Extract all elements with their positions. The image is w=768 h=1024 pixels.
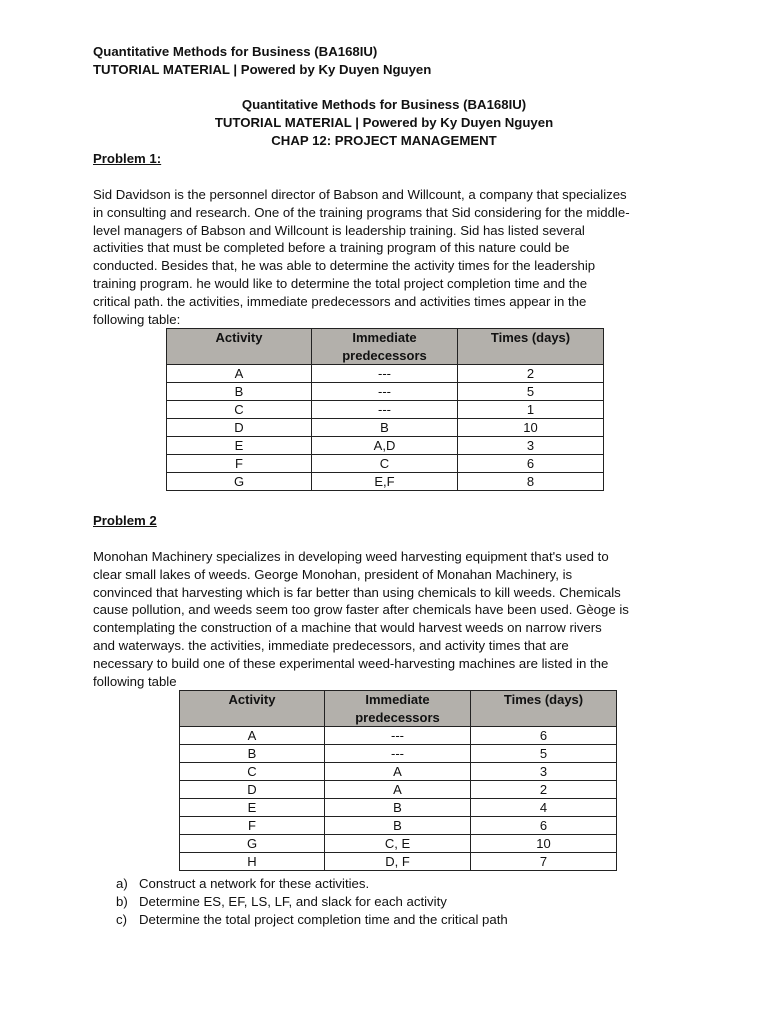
table-row bbox=[180, 853, 617, 871]
cell-time: 1 bbox=[458, 401, 604, 419]
question-label: c) bbox=[116, 912, 127, 927]
table-header-row bbox=[167, 329, 604, 365]
paragraph-line: necessary to build one of these experimental weed-harvesting machines are listed in the bbox=[93, 655, 609, 671]
cell-predecessors: A bbox=[325, 763, 471, 781]
cell-predecessors: B bbox=[312, 419, 458, 437]
table-row bbox=[167, 437, 604, 455]
problem2-table bbox=[179, 690, 617, 871]
table-row bbox=[167, 365, 604, 383]
paragraph-line: critical path. the activities, immediate predecessors and activities times appear in the bbox=[93, 293, 587, 309]
cell-activity: F bbox=[180, 817, 325, 835]
table-row bbox=[180, 745, 617, 763]
list-item bbox=[93, 911, 508, 929]
cell-time: 6 bbox=[471, 727, 617, 745]
list-item bbox=[93, 875, 508, 893]
question-label: b) bbox=[116, 894, 128, 909]
question-label: a) bbox=[116, 876, 128, 891]
paragraph-line: and waterways. the activities, immediate predecessors, and activity times that are bbox=[93, 637, 569, 653]
column-header-activity: Activity bbox=[180, 691, 325, 727]
table-row bbox=[167, 401, 604, 419]
table-row bbox=[180, 763, 617, 781]
paragraph-line: cause pollution, and weeds seem too grow faster after chemicals have been used. Gèoge is bbox=[93, 602, 629, 618]
header-course-title: Quantitative Methods for Business (BA168IU) bbox=[93, 44, 378, 59]
problem1-table bbox=[166, 328, 604, 491]
cell-activity: C bbox=[167, 401, 312, 419]
cell-time: 5 bbox=[458, 383, 604, 401]
cell-time: 5 bbox=[471, 745, 617, 763]
cell-activity: A bbox=[167, 365, 312, 383]
cell-predecessors: --- bbox=[312, 365, 458, 383]
cell-time: 3 bbox=[458, 437, 604, 455]
cell-time: 3 bbox=[471, 763, 617, 781]
cell-predecessors: --- bbox=[325, 745, 471, 763]
cell-time: 8 bbox=[458, 473, 604, 491]
cell-activity: H bbox=[180, 853, 325, 871]
cell-predecessors: A bbox=[325, 781, 471, 799]
problem1-paragraph bbox=[93, 186, 683, 328]
cell-predecessors: A,D bbox=[312, 437, 458, 455]
cell-time: 10 bbox=[458, 419, 604, 437]
table-row bbox=[180, 799, 617, 817]
table-row bbox=[180, 835, 617, 853]
cell-activity: G bbox=[167, 473, 312, 491]
table-row bbox=[167, 473, 604, 491]
cell-activity: G bbox=[180, 835, 325, 853]
problem2-paragraph bbox=[93, 548, 683, 690]
cell-predecessors: B bbox=[325, 817, 471, 835]
cell-time: 4 bbox=[471, 799, 617, 817]
column-header-times: Times (days) bbox=[458, 329, 604, 365]
cell-predecessors: E,F bbox=[312, 473, 458, 491]
table-row bbox=[180, 817, 617, 835]
cell-time: 6 bbox=[471, 817, 617, 835]
problem2-heading: Problem 2 bbox=[93, 513, 157, 528]
column-header-predecessors: Immediate predecessors bbox=[312, 329, 458, 365]
paragraph-line: following table: bbox=[93, 311, 181, 327]
cell-predecessors: --- bbox=[312, 383, 458, 401]
cell-time: 2 bbox=[458, 365, 604, 383]
paragraph-line: convinced that harvesting which is far better than using chemicals to kill weeds. Chemicals bbox=[93, 584, 621, 600]
header-tutorial-line: TUTORIAL MATERIAL | Powered by Ky Duyen Nguyen bbox=[93, 62, 432, 77]
column-header-predecessors: Immediate predecessors bbox=[325, 691, 471, 727]
cell-activity: B bbox=[167, 383, 312, 401]
paragraph-line: Monohan Machinery specializes in developing weed harvesting equipment that's used to bbox=[93, 549, 609, 564]
paragraph-line: clear small lakes of weeds. George Monohan, president of Monahan Machinery, is bbox=[93, 566, 573, 582]
cell-time: 7 bbox=[471, 853, 617, 871]
column-header-activity: Activity bbox=[167, 329, 312, 365]
paragraph-line: training program. he would like to determine the total project completion time and the bbox=[93, 275, 588, 291]
cell-predecessors: --- bbox=[325, 727, 471, 745]
cell-activity: E bbox=[180, 799, 325, 817]
paragraph-line: Sid Davidson is the personnel director of Babson and Willcount, a company that specializes bbox=[93, 187, 627, 202]
cell-activity: B bbox=[180, 745, 325, 763]
cell-predecessors: --- bbox=[312, 401, 458, 419]
cell-activity: E bbox=[167, 437, 312, 455]
title-chapter: CHAP 12: PROJECT MANAGEMENT bbox=[271, 133, 497, 148]
table-row bbox=[167, 455, 604, 473]
paragraph-line: contemplating the construction of a machine that would harvest weeds on narrow rivers bbox=[93, 620, 602, 636]
question-text: Determine the total project completion time and the critical path bbox=[139, 912, 508, 927]
cell-predecessors: D, F bbox=[325, 853, 471, 871]
title-tutorial: TUTORIAL MATERIAL | Powered by Ky Duyen Nguyen bbox=[214, 115, 554, 130]
cell-activity: D bbox=[167, 419, 312, 437]
table-row bbox=[167, 383, 604, 401]
paragraph-line: conducted. Besides that, he was able to determine the activity times for the leadership bbox=[93, 258, 596, 274]
paragraph-line: activities that must be completed before a training program of this nature could be bbox=[93, 240, 570, 256]
table-header-row bbox=[180, 691, 617, 727]
cell-predecessors: C, E bbox=[325, 835, 471, 853]
table-row bbox=[180, 727, 617, 745]
question-text: Determine ES, EF, LS, LF, and slack for each activity bbox=[139, 894, 447, 909]
problem2-questions bbox=[93, 875, 508, 929]
paragraph-line: level managers of Babson and Willcount is leadership training. Sid has listed several bbox=[93, 222, 585, 238]
paragraph-line: in consulting and research. One of the training programs that Sid considering for the middle- bbox=[93, 204, 630, 220]
cell-time: 2 bbox=[471, 781, 617, 799]
cell-activity: D bbox=[180, 781, 325, 799]
cell-activity: F bbox=[167, 455, 312, 473]
table-row bbox=[180, 781, 617, 799]
cell-predecessors: C bbox=[312, 455, 458, 473]
cell-activity: A bbox=[180, 727, 325, 745]
cell-predecessors: B bbox=[325, 799, 471, 817]
title-course: Quantitative Methods for Business (BA168IU) bbox=[241, 97, 527, 112]
list-item bbox=[93, 893, 508, 911]
paragraph-line: following table bbox=[93, 673, 177, 689]
column-header-times: Times (days) bbox=[471, 691, 617, 727]
problem1-heading: Problem 1: bbox=[93, 151, 162, 166]
cell-time: 10 bbox=[471, 835, 617, 853]
cell-activity: C bbox=[180, 763, 325, 781]
table-row bbox=[167, 419, 604, 437]
cell-time: 6 bbox=[458, 455, 604, 473]
question-text: Construct a network for these activities. bbox=[139, 876, 370, 891]
